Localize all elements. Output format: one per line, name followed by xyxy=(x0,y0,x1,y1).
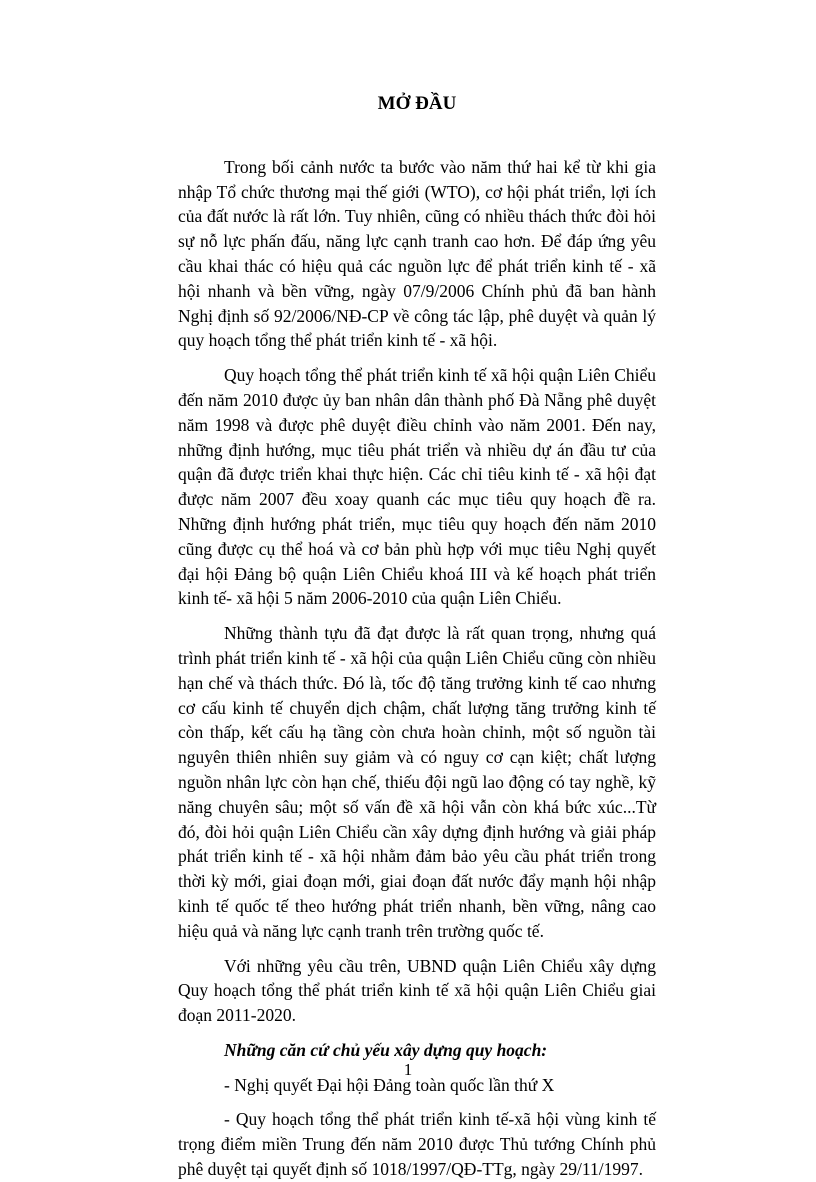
paragraph-context: Trong bối cảnh nước ta bước vào năm thứ hai kể từ khi gia nhập Tổ chức thương mại thế giới (WTO), cơ hội phát triển, lợi ích của đất nước là rất lớn. Tuy nhiên, cũng có nhiều thách thức đòi hỏi sự nỗ lực phấn đấu, năng lực cạnh tranh cao hơn. Để đáp ứng yêu cầu khai thác có hiệu quả các nguồn lực để phát triển kinh tế - xã hội nhanh và bền vững, ngày 07/9/2006 Chính phủ đã ban hành Nghị định số 92/2006/NĐ-CP về công tác lập, phê duyệt và quản lý quy hoạch tổng thể phát triển kinh tế - xã hội. xyxy=(178,156,656,351)
paragraph-purpose: Với những yêu cầu trên, UBND quận Liên Chiểu xây dựng Quy hoạch tổng thể phát triển kinh tế xã hội quận Liên Chiểu giai đoạn 2011-2020. xyxy=(178,955,656,1026)
page-title: MỞ ĐẦU xyxy=(377,93,457,114)
section-heading: Những căn cứ chủ yếu xây dựng quy hoạch: xyxy=(224,1039,548,1060)
paragraph-challenges: Những thành tựu đã đạt được là rất quan trọng, nhưng quá trình phát triển kinh tế - xã hội của quận Liên Chiểu cũng còn nhiều hạn chế và thách thức. Đó là, tốc độ tăng trưởng kinh tế cao nhưng cơ cấu kinh tế chuyển dịch chậm, chất lượng tăng trưởng kinh tế còn thấp, kết cấu hạ tầng còn chưa hoàn chỉnh, một số nguồn tài nguyên thiên nhiên suy giảm và có nguy cơ cạn kiệt; chất lượng nguồn nhân lực còn hạn chế, thiếu đội ngũ lao động có tay nghề, kỹ năng chuyên sâu; một số vấn đề xã hội vẫn còn khá bức xúc...Từ đó, đòi hỏi quận Liên Chiểu cần xây dựng định hướng và giải pháp phát triển kinh tế - xã hội nhằm đảm bảo yêu cầu phát triển trong thời kỳ mới, giai đoạn mới, giai đoạn đất nước đẩy mạnh hội nhập kinh tế quốc tế theo hướng phát triển nhanh, bền vững, nâng cao hiệu quả và năng lực cạnh tranh trên trường quốc tế. xyxy=(178,623,656,941)
basis-item: - Quy hoạch tổng thể phát triển kinh tế-xã hội vùng kinh tế trọng điểm miền Trung đến năm 2010 được Thủ tướng Chính phủ phê duyệt tại quyết định số 1018/1997/QĐ-TTg, ngày 29/11/1997. xyxy=(178,1109,656,1180)
basis-item: - Nghị quyết Đại hội Đảng toàn quốc lần thứ X xyxy=(224,1074,555,1095)
paragraph-planning-history: Quy hoạch tổng thể phát triển kinh tế xã hội quận Liên Chiểu đến năm 2010 được ủy ban nhân dân thành phố Đà Nẵng phê duyệt năm 1998 và được phê duyệt điều chỉnh vào năm 2001. Đến nay, những định hướng, mục tiêu phát triển và nhiều dự án đầu tư của quận đã được triển khai thực hiện. Các chỉ tiêu kinh tế - xã hội đạt được năm 2007 đều xoay quanh các mục tiêu quy hoạch đề ra. Những định hướng phát triển, mục tiêu quy hoạch đến năm 2010 cũng được cụ thể hoá và cơ bản phù hợp với mục tiêu Nghị quyết đại hội Đảng bộ quận Liên Chiểu khoá III và kế hoạch phát triển kinh tế- xã hội 5 năm 2006-2010 của quận Liên Chiểu. xyxy=(178,365,656,609)
page-number: 1 xyxy=(403,1060,413,1079)
